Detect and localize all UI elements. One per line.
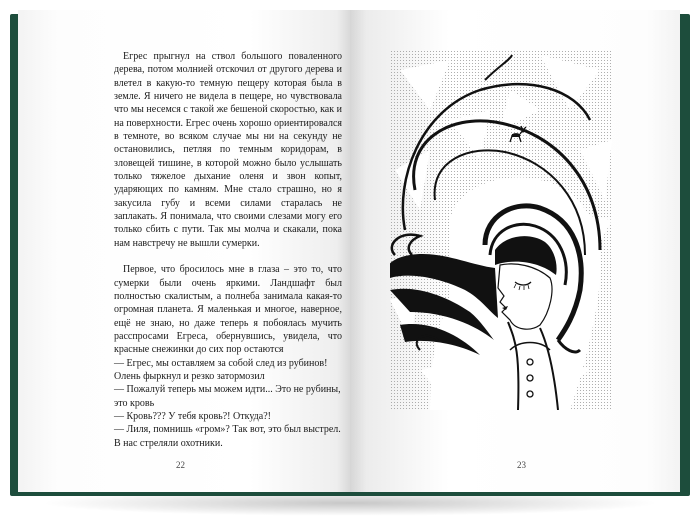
page-number-right: 23 xyxy=(517,460,526,470)
coat-button xyxy=(527,391,533,397)
deer-girl-hood-illustration xyxy=(390,50,612,410)
dialogue-line: — Егрес, мы оставляем за собой след из рубинов! Олень фыркнул и резко затормозил xyxy=(114,357,328,382)
coat-button xyxy=(527,375,533,381)
dialogue-line: — Кровь??? У тебя кровь?! Откуда?! xyxy=(114,410,271,422)
coat-button xyxy=(527,359,533,365)
paragraph: Егрес прыгнул на ствол большого поваленного дерева, потом молнией отскочил от другого дерева и влетел в какую-то темную пещеру которая была в земле. Я ничего не видела в пещере, но чувствовала что мы несемся с такой же бешеной скоростью, как и на поверхности. Егрес очень хорошо ориентировался в темноте, во всяком случае мы ни на секунду не остановились, петляя по темным коридорам, в зловещей тишине, в которой можно было услышать только тяжелое дыхание оленя и звон копыт, ударяющих по камням. Мне стало страшно, но я закусила губу и всеми силами старалась не заплакать. Я понимала, что своими слезами могу его только сбить с пути. Так мы молча и скакали, пока нам навстречу не вышли сумерки. xyxy=(114,51,342,249)
dialogue-line: — Пожалуй теперь мы можем идти... Это не рубины, это кровь xyxy=(114,384,341,409)
left-page xyxy=(18,10,350,492)
right-page xyxy=(350,10,680,492)
paragraph: Первое, что бросилось мне в глаза – это то, что сумерки были очень яркими. Ландшафт был полностью скалистым, а полнеба занимала какая-то огромная планета. Я маленькая и многое, наверное, ещё не знаю, но даже теперь я побоялась мучить расспросами Егреса, обернувшись, увидела, что красные снежинки до сих пор остаются xyxy=(114,264,342,356)
page-number-left: 22 xyxy=(176,460,185,470)
left-page-text xyxy=(114,50,342,450)
dialogue-line: — Лиля, помнишь «гром»? Так вот, это был выстрел. В нас стреляли охотники. xyxy=(114,424,341,449)
